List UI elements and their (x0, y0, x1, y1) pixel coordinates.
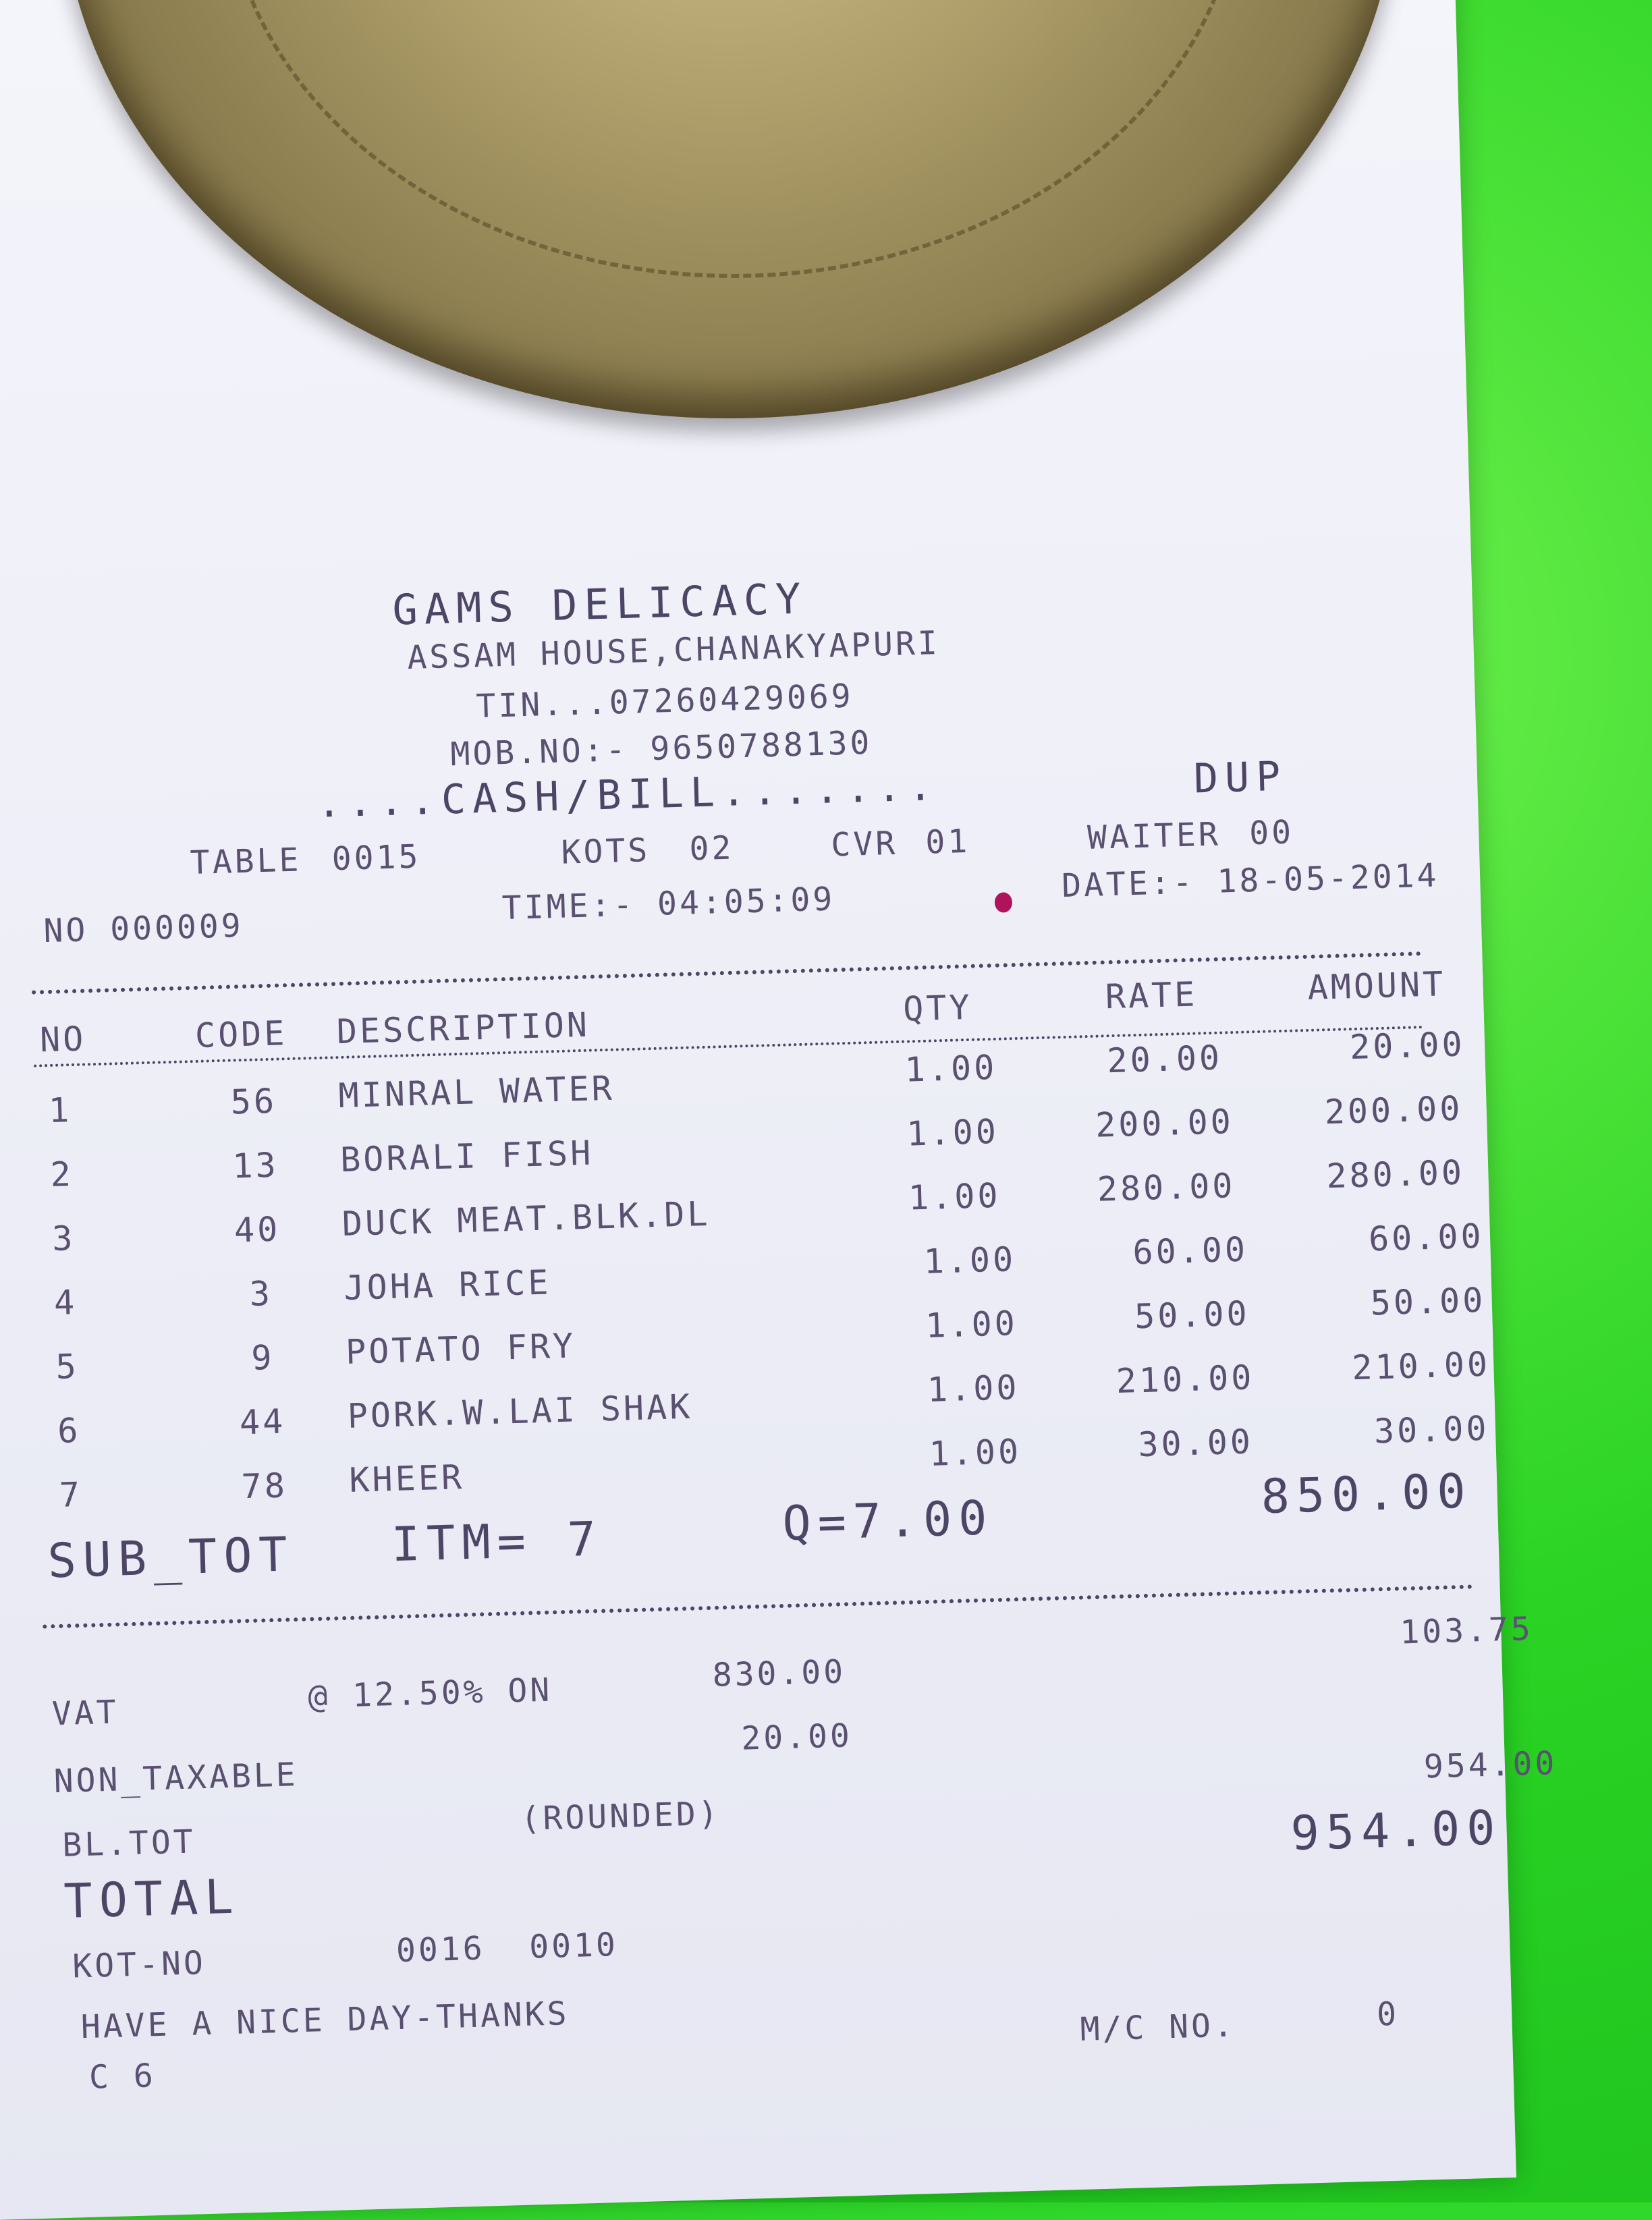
item-description: PORK.W.LAI SHAK (347, 1387, 693, 1436)
non-taxable-amount: 20.00 (740, 1717, 853, 1758)
mc-value: 0 (1376, 1995, 1400, 2034)
restaurant-address: ASSAM HOUSE,CHANAKYAPURI (406, 623, 941, 677)
col-rate: RATE (1105, 974, 1199, 1017)
item-amount: 20.00 (1349, 1024, 1466, 1067)
item-description: POTATO FRY (345, 1326, 576, 1372)
item-no: 1 (48, 1090, 72, 1131)
cvr-label: CVR (830, 824, 898, 864)
subtotal-qty: Q=7.00 (781, 1490, 995, 1551)
item-amount: 30.00 (1373, 1408, 1490, 1451)
item-no: 5 (55, 1346, 80, 1387)
thanks-message: HAVE A NICE DAY-THANKS (80, 1995, 570, 2047)
cvr-value: 01 (925, 822, 970, 862)
item-code: 13 (231, 1145, 279, 1186)
divider-subtotal (43, 1584, 1472, 1628)
item-description: MINRAL WATER (337, 1068, 615, 1116)
item-code: 40 (233, 1209, 281, 1250)
table-label: TABLE (190, 841, 302, 883)
item-rate: 30.00 (1137, 1422, 1254, 1465)
item-code: 3 (248, 1273, 273, 1314)
kots-label: KOTS (560, 831, 651, 872)
item-code: 56 (229, 1081, 277, 1122)
col-no: NO (39, 1019, 87, 1060)
item-qty: 1.00 (904, 1047, 998, 1090)
item-description: DUCK MEAT.BLK.DL (341, 1194, 711, 1244)
duplicate-mark: DUP (1192, 752, 1288, 803)
subtotal-items: ITM= 7 (391, 1511, 604, 1573)
divider-top (32, 951, 1421, 995)
bill-date: DATE:- 18-05-2014 (1061, 856, 1440, 906)
vat-rate: @ 12.50% ON (307, 1671, 553, 1716)
item-description: KHEER (348, 1458, 465, 1500)
item-description: BORALI FISH (339, 1133, 595, 1180)
total-amount: 954.00 (1290, 1800, 1503, 1862)
item-amount: 200.00 (1324, 1088, 1464, 1132)
kot-label: KOT-NO (72, 1944, 206, 1986)
col-amount: AMOUNT (1306, 964, 1447, 1007)
bill-time: TIME:- 04:05:09 (501, 880, 835, 928)
item-amount: 60.00 (1368, 1216, 1485, 1259)
item-rate: 50.00 (1134, 1294, 1250, 1337)
vat-base: 830.00 (711, 1653, 846, 1694)
item-no: 6 (57, 1410, 82, 1451)
waiter-label: WAITER (1086, 815, 1221, 857)
plate-ring (223, 0, 1243, 278)
item-rate: 210.00 (1116, 1358, 1255, 1402)
item-no: 3 (51, 1219, 76, 1258)
item-code: 9 (250, 1337, 275, 1378)
non-taxable-label: NON_TAXABLE (53, 1756, 299, 1801)
item-code: 78 (240, 1466, 288, 1507)
item-rate: 280.00 (1097, 1166, 1236, 1209)
item-no: 4 (53, 1283, 78, 1323)
c-code: C 6 (88, 2057, 157, 2097)
item-amount: 210.00 (1351, 1344, 1491, 1388)
mc-label: M/C NO. (1079, 2006, 1236, 2049)
subtotal-label: SUB_TOT (47, 1526, 295, 1589)
table-value: 0015 (331, 837, 422, 879)
vat-label: VAT (51, 1693, 119, 1733)
item-code: 44 (239, 1402, 287, 1443)
item-amount: 280.00 (1325, 1153, 1465, 1196)
item-rate: 200.00 (1095, 1102, 1234, 1145)
item-rate: 20.00 (1106, 1038, 1223, 1081)
bl-tot-label: BL.TOT (61, 1823, 196, 1864)
tin-number: TIN...07260429069 (475, 677, 854, 726)
item-qty: 1.00 (906, 1111, 999, 1154)
item-description: JOHA RICE (343, 1262, 552, 1308)
item-qty: 1.00 (925, 1304, 1018, 1345)
item-no: 7 (59, 1474, 83, 1515)
item-qty: 1.00 (908, 1175, 1001, 1218)
item-qty: 1.00 (923, 1240, 1016, 1281)
bill-title: ....CASH/BILL....... (316, 762, 940, 827)
subtotal-amount: 850.00 (1260, 1463, 1473, 1525)
kots-value: 02 (688, 829, 735, 868)
rounded-label: (ROUNDED) (520, 1794, 721, 1838)
ink-speck (995, 892, 1013, 913)
bl-tot-amount: 954.00 (1423, 1744, 1558, 1786)
waiter-value: 00 (1248, 813, 1294, 853)
mobile-number: MOB.NO:- 9650788130 (449, 723, 873, 774)
item-amount: 50.00 (1369, 1280, 1487, 1323)
col-code: CODE (194, 1014, 288, 1055)
col-qty: QTY (902, 987, 973, 1029)
restaurant-name: GAMS DELICACY (391, 574, 808, 635)
vat-amount: 103.75 (1399, 1609, 1534, 1652)
item-rate: 60.00 (1132, 1229, 1248, 1273)
item-qty: 1.00 (928, 1432, 1022, 1474)
kot-values: 0016 0010 (395, 1925, 619, 1970)
item-no: 2 (49, 1155, 74, 1195)
item-qty: 1.00 (927, 1368, 1020, 1410)
col-description: DESCRIPTION (336, 1005, 590, 1052)
bill-number: NO 000009 (43, 906, 244, 951)
total-label: TOTAL (63, 1868, 241, 1929)
